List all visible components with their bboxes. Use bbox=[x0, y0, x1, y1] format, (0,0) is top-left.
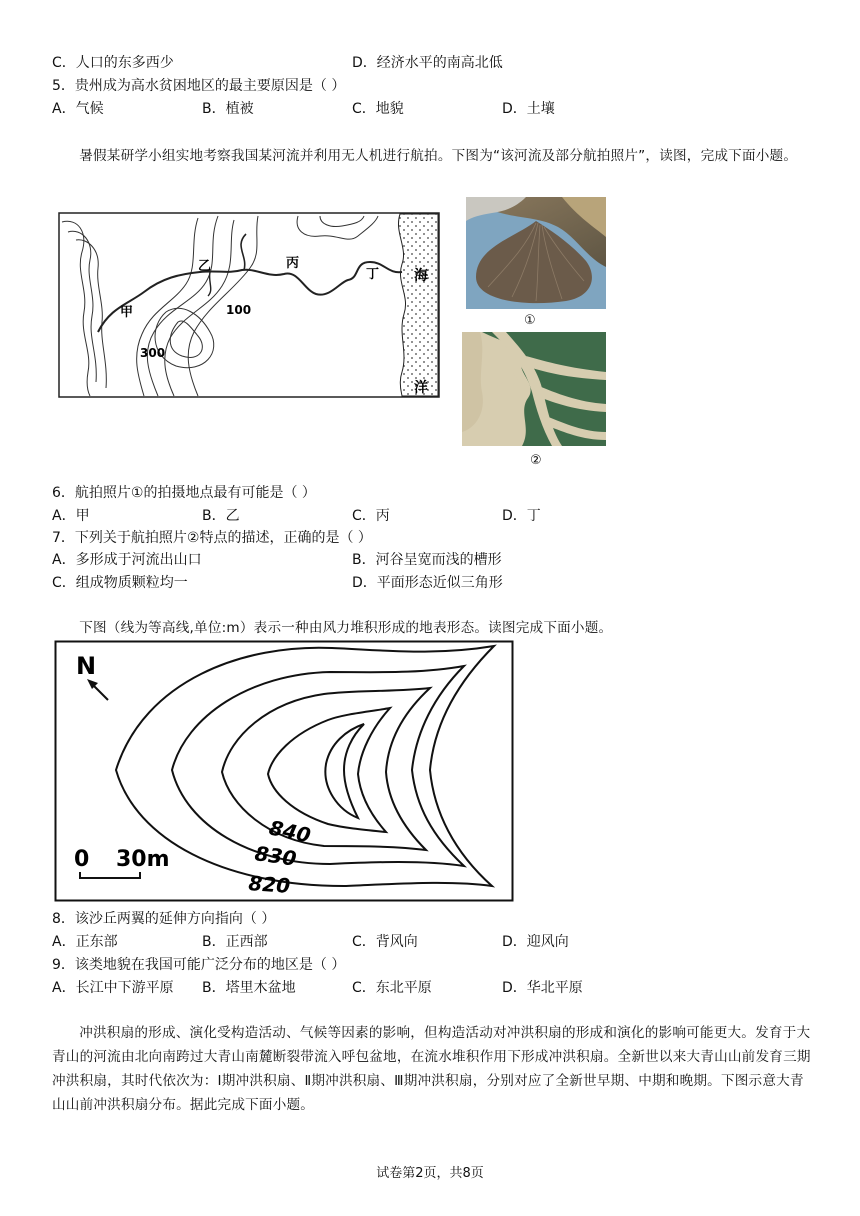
q8-option-a: A．正东部 bbox=[52, 934, 118, 950]
scale-length: 30m bbox=[116, 847, 170, 872]
q8-option-c: C．背风向 bbox=[352, 934, 418, 950]
q7-option-c: C．组成物质颗粒均一 bbox=[52, 575, 188, 591]
label-ding: 丁 bbox=[366, 267, 380, 282]
q9-option-d: D．华北平原 bbox=[502, 980, 583, 996]
label-yang: 洋 bbox=[414, 380, 428, 396]
q6-option-c: C．丙 bbox=[352, 508, 390, 524]
intro-alluvial-fan: 冲洪积扇的形成、演化受构造活动、气候等因素的影响，但构造活动对冲洪积扇的形成和演化的影响可能更大。发育于大青山的河流由北向南跨过大青山南麓断裂带流入呼包盆地，在流水堆积作用下形成冲洪积扇。全新世以来大青山山前发育三期冲洪积扇，其时代依次为：Ⅰ期冲洪积扇、Ⅱ期冲洪积扇、Ⅲ期冲洪积扇，分别对应了全新世早期、中期和晚期。下图示意大青山山前冲洪积扇分布。据此完成下面小题。 bbox=[52, 1025, 811, 1113]
q9-option-a: A．长江中下游平原 bbox=[52, 980, 174, 996]
photo-2-label: ② bbox=[530, 453, 542, 468]
q5-option-b: B．植被 bbox=[202, 101, 254, 117]
q7-stem: 7．下列关于航拍照片②特点的描述，正确的是（ ） bbox=[52, 530, 372, 546]
intro-river: 暑假某研学小组实地考察我国某河流并利用无人机进行航拍。下图为“该河流及部分航拍照片”，读图，完成下面小题。 bbox=[79, 148, 798, 164]
q5-option-a: A．气候 bbox=[52, 101, 104, 117]
aerial-photo-2 bbox=[462, 332, 606, 446]
label-hai: 海 bbox=[414, 268, 428, 284]
q9-option-b: B．塔里木盆地 bbox=[202, 980, 296, 996]
dune-contour-map bbox=[54, 640, 514, 902]
scale-zero: 0 bbox=[74, 847, 90, 872]
label-yi: 乙 bbox=[198, 259, 212, 274]
label-bing: 丙 bbox=[286, 256, 300, 271]
contour-label-840: 840 bbox=[266, 815, 313, 848]
q6-option-d: D．丁 bbox=[502, 508, 541, 524]
q8-option-d: D．迎风向 bbox=[502, 934, 569, 950]
river-contour-map bbox=[58, 212, 440, 398]
q7-option-a: A．多形成于河流出山口 bbox=[52, 552, 202, 568]
north-label: N bbox=[76, 652, 97, 680]
contour-label-100: 100 bbox=[226, 303, 252, 317]
q5-option-d: D．土壤 bbox=[502, 101, 555, 117]
q5-option-c: C．地貌 bbox=[352, 101, 404, 117]
q9-stem: 9．该类地貌在我国可能广泛分布的地区是（ ） bbox=[52, 957, 346, 973]
photo-1-label: ① bbox=[524, 313, 536, 328]
contour-label-300: 300 bbox=[140, 346, 166, 360]
q8-stem: 8．该沙丘两翼的延伸方向指向（ ） bbox=[52, 911, 276, 927]
aerial-photo-1 bbox=[466, 197, 606, 309]
option-d: D．经济水平的南高北低 bbox=[352, 55, 503, 71]
contour-label-830: 830 bbox=[253, 841, 298, 871]
q6-option-b: B．乙 bbox=[202, 508, 240, 524]
q7-option-d: D．平面形态近似三角形 bbox=[352, 575, 503, 591]
q6-stem: 6．航拍照片①的拍摄地点最有可能是（ ） bbox=[52, 485, 316, 501]
page-footer: 试卷第2页，共8页 bbox=[376, 1166, 484, 1181]
q8-option-b: B．正西部 bbox=[202, 934, 268, 950]
q6-option-a: A．甲 bbox=[52, 508, 90, 524]
option-c: C．人口的东多西少 bbox=[52, 55, 174, 71]
contour-label-820: 820 bbox=[247, 871, 291, 898]
intro-dune: 下图（线为等高线,单位:m）表示一种由风力堆积形成的地表形态。读图完成下面小题。 bbox=[79, 620, 613, 636]
q5-stem: 5．贵州成为高水贫困地区的最主要原因是（ ） bbox=[52, 78, 346, 94]
label-jia: 甲 bbox=[120, 305, 134, 320]
q7-option-b: B．河谷呈宽而浅的槽形 bbox=[352, 552, 502, 568]
q9-option-c: C．东北平原 bbox=[352, 980, 432, 996]
